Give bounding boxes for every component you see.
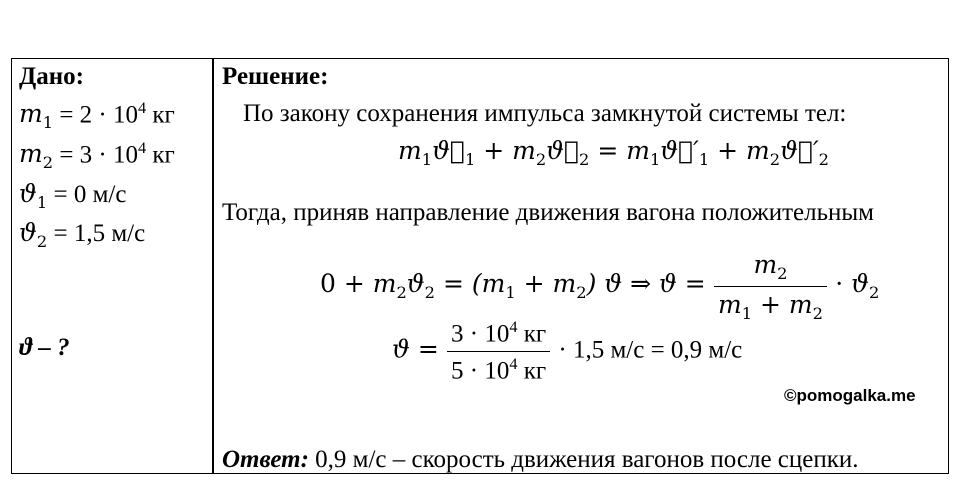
velocity-calculation: ϑ = $\frac{3 \cdot 10^4 кг}{5 \cdot 10^4 кг}$ · 1,5 м/с = 0,9 м/с xyxy=(392,318,743,385)
solution-header: Решение: xyxy=(222,63,329,90)
column-divider xyxy=(212,58,214,474)
momentum-equation: $m_1ϑ⃗_1$ + $m_2ϑ⃗_2$ = $m_1ϑ⃗'_1$ + $m_2ϑ⃗'_2$ xyxy=(398,136,829,169)
given-m2: $m_2 = 3 \cdot 10^4$ кг xyxy=(19,139,175,173)
answer-label: Ответ: xyxy=(222,446,309,473)
solution-then: Тогда, приняв направление движения вагона положительным xyxy=(222,199,875,226)
velocity-formula: $0 + m_2ϑ_2 = (m_1 + m_2)$ ϑ ⇒ ϑ = $\frac{m_2}{m_1 + m_2}$ · $ϑ_2$ xyxy=(320,250,880,323)
given-v1: $ϑ_1 = 0$ м/с xyxy=(19,179,127,212)
given-header: Дано: xyxy=(19,63,84,90)
given-v2: $ϑ_2 = 1,5$ м/с xyxy=(19,218,146,251)
answer-line xyxy=(222,446,859,474)
answer-text: 0,9 м/с – скорость движения вагонов после сцепки. xyxy=(315,446,859,473)
solution-intro: По закону сохранения импульса замкнутой системы тел: xyxy=(243,100,847,127)
given-m1: $m_1 = 2 \cdot 10^4$ кг xyxy=(19,99,175,133)
given-find: ϑ – ? xyxy=(19,334,70,361)
watermark: ©pomogalka.me xyxy=(784,386,916,405)
